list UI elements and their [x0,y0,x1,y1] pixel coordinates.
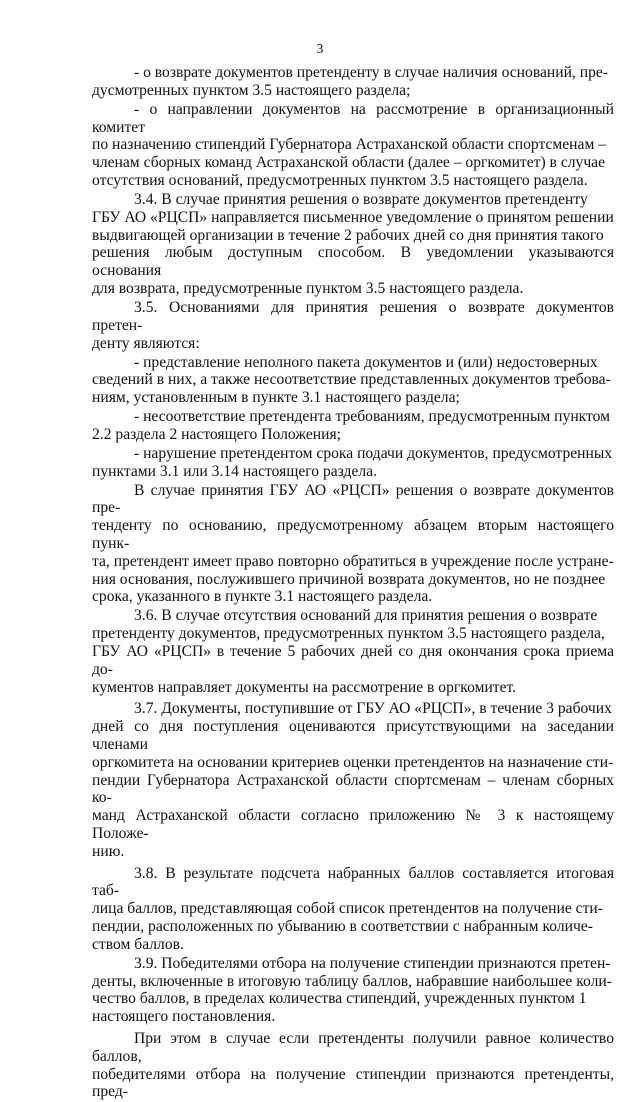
paragraph-resubmission: В случае принятия ГБУ АО «РЦСП» решения о возврате документов пре- тенденту по основанию, предусмотренному абзацем вторым настоящего пунк- та, претендент имеет право повторно обратиться в учреждение после устране- ния основания, послужившего причиной возврата документов, но не позднее срока, указанного в пункте 3.1 настоящего раздела. [92,481,614,606]
paragraph-3-4: 3.4. В случае принятия решения о возврате документов претенденту ГБУ АО «РЦСП» направляется письменное уведомление о принятом решении выдвигающей организации в течение 2 рабочих дней со дня принятия такого решения любым доступным способом. В уведомлении указываются основания для возврата, предусмотренные пунктом 3.5 настоящего раздела. [92,190,614,297]
page-number: 3 [316,41,324,56]
paragraph-incomplete-package: - представление неполного пакета документов и (или) недостоверных сведений в них, а также несоответствие представленных документов требова- ниям, установленным в пункте 3.1 настоящего раздела; [92,353,611,407]
paragraph-deadline-violation: - нарушение претендентом срока подачи документов, предусмотренных пунктами 3.1 или 3.14 настоящего раздела. [92,444,613,480]
paragraph-3-6: 3.6. В случае отсутствия оснований для принятия решения о возврате претенденту документов, предусмотренных пунктом 3.5 настоящего раздела, ГБУ АО «РЦСП» в течение 5 рабочих дней со дня окончания срока приема до- кументов направляет документы на рассмотрение в оргкомитет. [92,607,614,696]
paragraph-3-8: 3.8. В результате подсчета набранных баллов составляется итоговая таб- лица баллов, представляющая собой список претендентов на получение сти- пендии, расположенных по убыванию в соответствии с набранным количе- ством баллов. [92,864,614,953]
paragraph-send-to-committee: - о направлении документов на рассмотрение в организационный комитет по назначению стипендий Губернатора Астраханской области спортсменам – членам сборных команд Астраханской области (далее – оргкомитет) в случае отсутствия оснований, предусмотренных пунктом 3.5 настоящего раздела. [92,100,614,189]
paragraph-requirements-mismatch: - несоответствие претендента требованиям, предусмотренным пунктом 2.2 раздела 2 настоящего Положения; [92,408,611,443]
paragraph-return-documents: - о возврате документов претенденту в случае наличия оснований, пре- дусмотренных пунктом 3.5 настоящего раздела; [92,64,608,99]
paragraph-3-5: 3.5. Основаниями для принятия решения о возврате документов претен- денту являются: [92,298,614,352]
document-body [92,64,614,1102]
paragraph-3-9: 3.9. Победителями отбора на получение стипендии признаются претен- денты, включенные в итоговую таблицу баллов, набравшие наибольшее коли- чество баллов, в пределах количества стипендий, учрежденных пунктом 1 настоящего постановления. [92,954,612,1026]
paragraph-3-7: 3.7. Документы, поступившие от ГБУ АО «РЦСП», в течение 3 рабочих дней со дня поступления оцениваются присутствующими на заседании членами оргкомитета на основании критериев оценки претендентов на назначение сти- пендии Губернатора Астраханской области спортсменам – членам сборных ко- манд Астраханской области согласно приложению № 3 к настоящему Положе- нию. [92,700,614,860]
paragraph-equal-scores: При этом в случае если претенденты получили равное количество баллов, победителями отбора на получение стипендии признаются претенденты, пред- [92,1029,614,1101]
